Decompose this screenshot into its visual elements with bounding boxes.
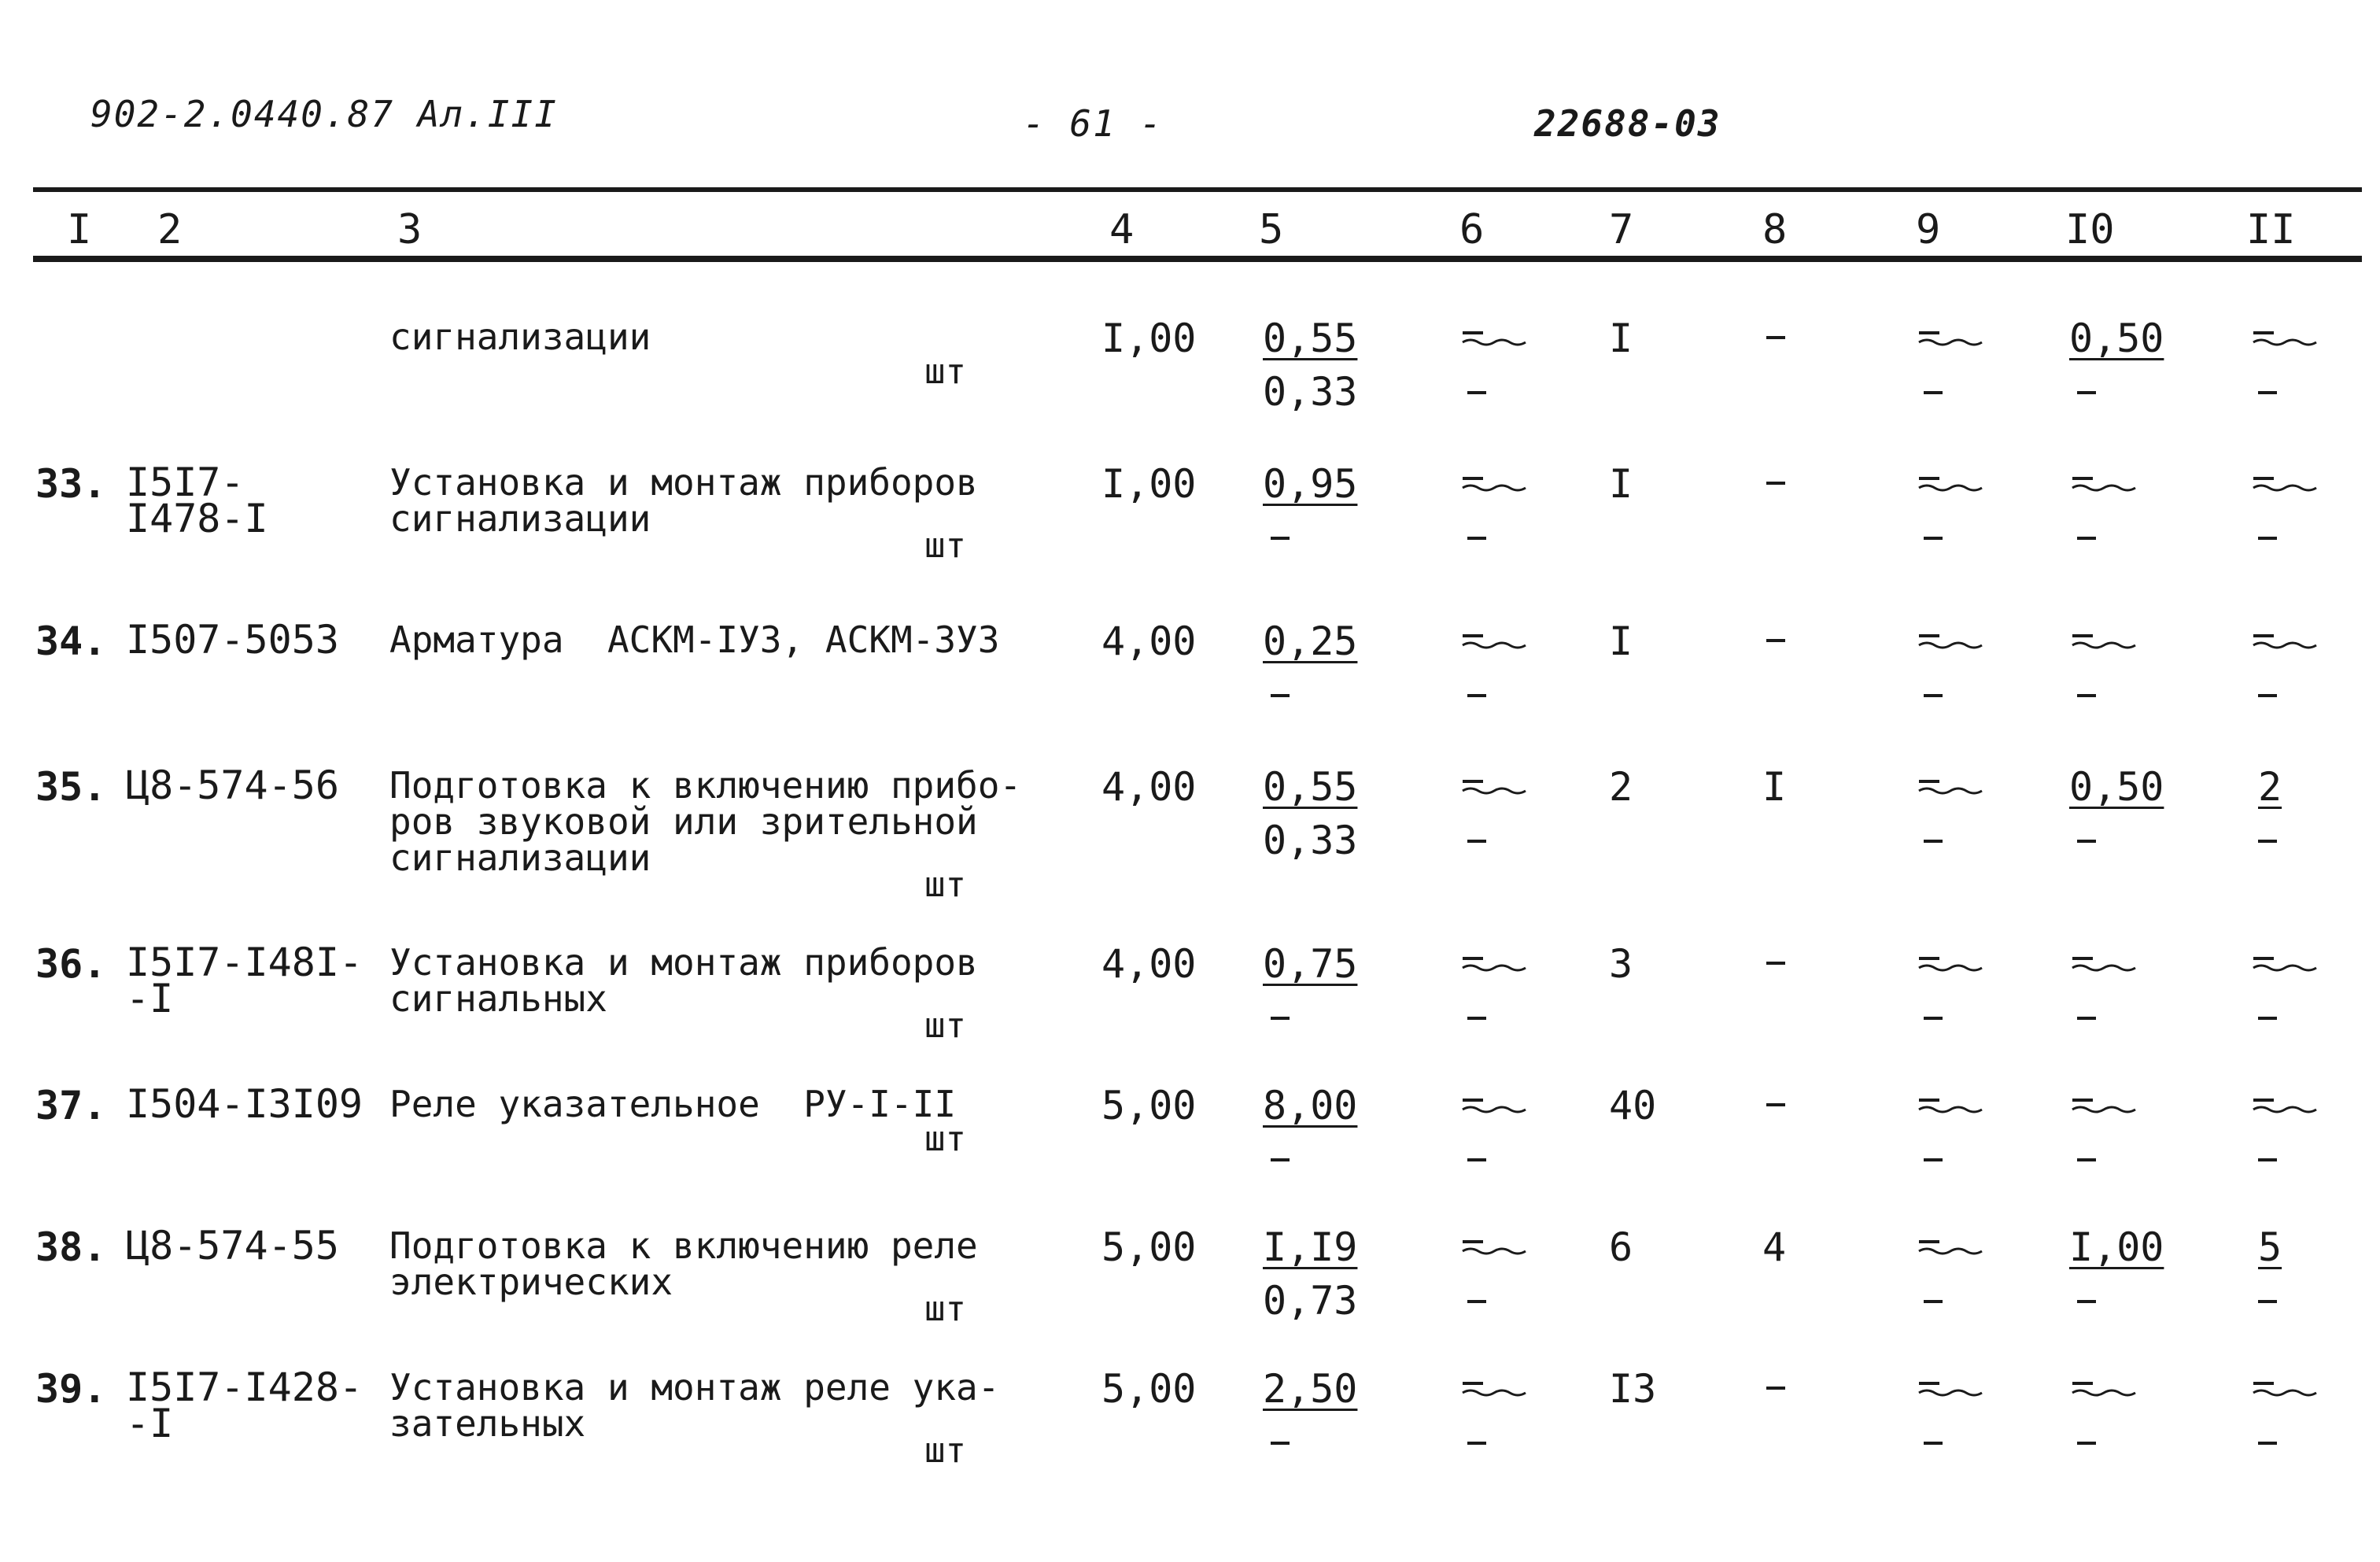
- unit-of-measure: шт: [924, 526, 966, 566]
- col11-sub-value: [2258, 537, 2277, 540]
- col11-value: [2250, 630, 2321, 653]
- col7-value: 2: [1609, 764, 1633, 810]
- col7-value: 40: [1609, 1083, 1657, 1128]
- col6-value: [1459, 775, 1530, 799]
- col8-value: [1766, 639, 1785, 642]
- col9-value: [1916, 1235, 1987, 1259]
- col10-value: [2069, 1377, 2140, 1401]
- col11-sub-value: [2258, 840, 2277, 843]
- col6-value: [1459, 1235, 1530, 1259]
- column-header-2: 2: [157, 206, 183, 253]
- col10-value: [2069, 1094, 2140, 1117]
- col5-value: I,I9: [1263, 1224, 1358, 1270]
- row-number: 39.: [35, 1366, 107, 1412]
- column-header-6: 6: [1459, 206, 1485, 253]
- unit-of-measure: шт: [924, 1006, 966, 1046]
- work-description: Реле указательное РУ-I-II: [389, 1083, 957, 1125]
- table-top-rule: [33, 187, 2362, 192]
- col6-sub-value: [1467, 391, 1486, 394]
- norm-code: Ц8-574-56: [126, 763, 339, 808]
- col10-value: [2069, 630, 2140, 653]
- col8-value: 4: [1762, 1224, 1787, 1270]
- col7-value: 3: [1609, 941, 1633, 987]
- col10-value: [2069, 472, 2140, 496]
- col11-sub-value: [2258, 391, 2277, 394]
- col9-sub-value: [1924, 1442, 1943, 1445]
- col9-sub-value: [1924, 537, 1943, 540]
- column-header-9: 9: [1916, 206, 1941, 253]
- col5-value: 8,00: [1263, 1083, 1358, 1128]
- col11-value: [2250, 1377, 2321, 1401]
- col11-value: [2250, 472, 2321, 496]
- col7-value: I: [1609, 461, 1633, 507]
- col6-value: [1459, 1094, 1530, 1117]
- col5-sub-value: [1271, 1442, 1290, 1445]
- col5-sub-value: [1271, 1017, 1290, 1020]
- work-description: сигнализации: [389, 316, 651, 358]
- col6-value: [1459, 952, 1530, 976]
- col6-sub-value: [1467, 1017, 1486, 1020]
- col10-sub-value: [2077, 537, 2096, 540]
- quantity: I,00: [1101, 316, 1197, 361]
- col8-value: [1766, 482, 1785, 485]
- col11-value: [2250, 327, 2321, 350]
- col9-sub-value: [1924, 1300, 1943, 1303]
- col11-value: [2250, 1094, 2321, 1117]
- col11-sub-value: [2258, 1442, 2277, 1445]
- norm-code: I5I7-I428- -I: [126, 1364, 363, 1446]
- unit-of-measure: шт: [924, 352, 966, 392]
- col5-sub-value: [1271, 537, 1290, 540]
- col9-value: [1916, 472, 1987, 496]
- col11-value: 2: [2258, 764, 2282, 810]
- work-description: Установка и монтаж приборов сигнальных: [389, 941, 978, 1020]
- quantity: I,00: [1101, 461, 1197, 507]
- row-number: 36.: [35, 941, 107, 987]
- row-number: 35.: [35, 764, 107, 810]
- col10-sub-value: [2077, 1017, 2096, 1020]
- norm-code: Ц8-574-55: [126, 1223, 339, 1268]
- col6-value: [1459, 630, 1530, 653]
- col8-value: [1766, 962, 1785, 965]
- unit-of-measure: шт: [924, 865, 966, 905]
- norm-code: I504-I3I09: [126, 1081, 363, 1127]
- column-header-5: 5: [1259, 206, 1284, 253]
- col7-value: I: [1609, 619, 1633, 664]
- col9-value: [1916, 327, 1987, 350]
- column-header-7: 7: [1609, 206, 1634, 253]
- col8-value: [1766, 1387, 1785, 1390]
- col5-value: 0,95: [1263, 461, 1358, 507]
- work-description: Подготовка к включению реле электрических: [389, 1224, 978, 1303]
- col6-value: [1459, 1377, 1530, 1401]
- col10-sub-value: [2077, 694, 2096, 697]
- col5-sub-value: 0,33: [1263, 818, 1358, 863]
- col5-value: 2,50: [1263, 1366, 1358, 1412]
- col10-sub-value: [2077, 1442, 2096, 1445]
- column-header-1: I: [67, 206, 92, 253]
- col5-value: 0,55: [1263, 316, 1358, 361]
- unit-of-measure: шт: [924, 1431, 966, 1471]
- col11-sub-value: [2258, 1300, 2277, 1303]
- work-description: Установка и монтаж реле ука- зательных: [389, 1366, 1000, 1445]
- col11-sub-value: [2258, 1017, 2277, 1020]
- col6-value: [1459, 327, 1530, 350]
- column-header-4: 4: [1109, 206, 1135, 253]
- norm-code: I507-5053: [126, 617, 339, 663]
- col11-sub-value: [2258, 1158, 2277, 1161]
- column-header-8: 8: [1762, 206, 1788, 253]
- quantity: 4,00: [1101, 941, 1197, 987]
- col9-sub-value: [1924, 391, 1943, 394]
- col7-value: 6: [1609, 1224, 1633, 1270]
- col6-sub-value: [1467, 1442, 1486, 1445]
- column-header-11: II: [2246, 206, 2296, 253]
- quantity: 5,00: [1101, 1366, 1197, 1412]
- col8-value: I: [1762, 764, 1787, 810]
- col5-value: 0,75: [1263, 941, 1358, 987]
- col10-sub-value: [2077, 391, 2096, 394]
- col10-value: 0,50: [2069, 764, 2164, 810]
- col5-sub-value: 0,33: [1263, 369, 1358, 415]
- col6-value: [1459, 472, 1530, 496]
- col5-sub-value: [1271, 1158, 1290, 1161]
- work-description: Установка и монтаж приборов сигнализации: [389, 461, 978, 540]
- col5-value: 0,25: [1263, 619, 1358, 664]
- col10-sub-value: [2077, 1300, 2096, 1303]
- col9-value: [1916, 1094, 1987, 1117]
- col10-value: 0,50: [2069, 316, 2164, 361]
- col10-value: I,00: [2069, 1224, 2164, 1270]
- unit-of-measure: шт: [924, 1289, 966, 1329]
- col9-sub-value: [1924, 1017, 1943, 1020]
- col9-value: [1916, 1377, 1987, 1401]
- quantity: 4,00: [1101, 764, 1197, 810]
- row-number: 34.: [35, 619, 107, 664]
- col6-sub-value: [1467, 1300, 1486, 1303]
- col5-value: 0,55: [1263, 764, 1358, 810]
- col7-value: I3: [1609, 1366, 1657, 1412]
- col11-sub-value: [2258, 694, 2277, 697]
- col9-value: [1916, 952, 1987, 976]
- quantity: 5,00: [1101, 1224, 1197, 1270]
- row-number: 37.: [35, 1083, 107, 1128]
- col6-sub-value: [1467, 1158, 1486, 1161]
- work-description: Подготовка к включению прибо- ров звуковой или зрительной сигнализации: [389, 764, 1022, 879]
- col6-sub-value: [1467, 537, 1486, 540]
- work-description: Арматура АСКМ-IУЗ, АСКМ-ЗУЗ: [389, 619, 1000, 661]
- project-number: 22688-03: [1534, 102, 1721, 145]
- column-header-3: 3: [397, 206, 422, 253]
- col6-sub-value: [1467, 694, 1486, 697]
- col11-value: 5: [2258, 1224, 2282, 1270]
- col10-sub-value: [2077, 1158, 2096, 1161]
- col9-sub-value: [1924, 1158, 1943, 1161]
- norm-code: I5I7- I478-I: [126, 460, 268, 541]
- quantity: 4,00: [1101, 619, 1197, 664]
- col9-sub-value: [1924, 694, 1943, 697]
- col11-value: [2250, 952, 2321, 976]
- col7-value: I: [1609, 316, 1633, 361]
- col5-sub-value: 0,73: [1263, 1278, 1358, 1324]
- col9-value: [1916, 630, 1987, 653]
- document-code: 902-2.0440.87 Ал.III: [90, 93, 558, 135]
- row-number: 33.: [35, 461, 107, 507]
- col8-value: [1766, 1103, 1785, 1106]
- col9-sub-value: [1924, 840, 1943, 843]
- col8-value: [1766, 336, 1785, 339]
- col9-value: [1916, 775, 1987, 799]
- col10-value: [2069, 952, 2140, 976]
- table-header-rule: [33, 256, 2362, 262]
- unit-of-measure: шт: [924, 1119, 966, 1159]
- norm-code: I5I7-I48I- -I: [126, 940, 363, 1021]
- col6-sub-value: [1467, 840, 1486, 843]
- page-number: - 61 -: [1023, 102, 1164, 145]
- column-header-10: I0: [2065, 206, 2115, 253]
- col10-sub-value: [2077, 840, 2096, 843]
- col5-sub-value: [1271, 694, 1290, 697]
- quantity: 5,00: [1101, 1083, 1197, 1128]
- row-number: 38.: [35, 1224, 107, 1270]
